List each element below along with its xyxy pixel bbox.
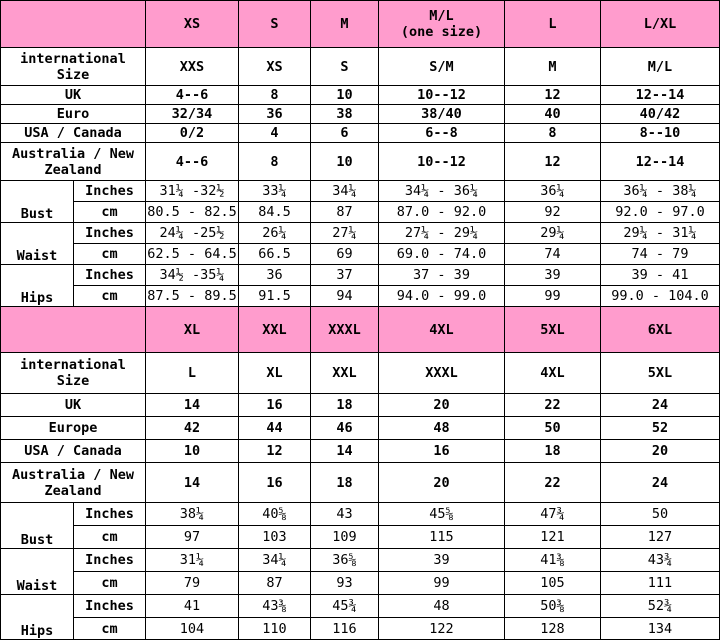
t2-bust-inches-label: Inches [74,503,146,526]
t2-waist-label: Waist [1,549,74,595]
t2-usa-cell: 20 [601,440,720,463]
t2-bust-label: Bust [1,503,74,549]
t2-bust-inches-cell: 47¾ [505,503,601,526]
t2-intl-cell: L [146,353,239,394]
t1-bust-label: Bust [1,181,74,223]
t1-waist-inches-cell: 26¼ [239,223,311,244]
t1-aus-label-line1: Australia / New [12,145,134,162]
t1-hips-inches-cell: 39 [505,265,601,286]
t1-header-ml [379,1,505,48]
t1-waist-cm-cell: 62.5 - 64.5 [146,244,239,265]
t1-euro-cell: 36 [239,105,311,124]
t2-hips-cm-cell: 110 [239,618,311,640]
t1-header-row [1,1,720,48]
t2-header-4xl: 4XL [379,307,505,353]
t1-intl-cell: S/M [379,48,505,86]
t1-uk-cell: 8 [239,86,311,105]
t1-waist-cm-cell: 69.0 - 74.0 [379,244,505,265]
t1-intl-label-line2: Size [56,66,90,83]
t2-header-row [1,307,720,353]
t1-usa-cell: 4 [239,124,311,143]
t1-waist-cm-cell: 66.5 [239,244,311,265]
t1-waist-cm-cell: 69 [311,244,379,265]
t1-hips-cm-cell: 94 [311,286,379,307]
t2-bust-inches-row [1,503,720,526]
t2-waist-cm-cell: 105 [505,572,601,595]
t2-header-xxl: XXL [239,307,311,353]
t2-bust-cm-cell: 127 [601,526,720,549]
t1-aus-label-line2: Zealand [44,161,102,178]
t1-uk-cell: 10 [311,86,379,105]
t1-intl-label-line1: international [20,50,126,67]
t1-hips-label: Hips [1,265,74,307]
t2-hips-inches-cell: 48 [379,595,505,618]
t2-aus-cell: 16 [239,463,311,503]
t2-waist-cm-cell: 111 [601,572,720,595]
t2-aus-cell: 24 [601,463,720,503]
t1-euro-row [1,105,720,124]
t1-bust-inches-cell: 36¼ - 38¼ [601,181,720,202]
t1-bust-inches-cell: 33¼ [239,181,311,202]
t1-waist-inches-cell: 27¼ - 29¼ [379,223,505,244]
t2-euro-cell: 44 [239,417,311,440]
t1-waist-inches-cell: 24¼ -25½ [146,223,239,244]
t1-waist-inches-cell: 27¼ [311,223,379,244]
t2-aus-cell: 18 [311,463,379,503]
t2-waist-inches-row [1,549,720,572]
t1-hips-cm-cell: 99.0 - 104.0 [601,286,720,307]
t1-bust-inches-cell: 34¼ - 36¼ [379,181,505,202]
t2-hips-cm-cell: 134 [601,618,720,640]
t1-hips-inches-cell: 37 - 39 [379,265,505,286]
t2-usa-cell: 18 [505,440,601,463]
t2-aus-cell: 20 [379,463,505,503]
t1-waist-label: Waist [1,223,74,265]
t2-aus-cell: 14 [146,463,239,503]
t1-bust-inches-cell: 36¼ [505,181,601,202]
t1-waist-inches-row [1,223,720,244]
t2-header-blank [1,307,146,353]
t1-bust-inches-cell: 34¼ [311,181,379,202]
t2-bust-cm-cell: 109 [311,526,379,549]
t1-aus-row [1,143,720,181]
t1-usa-cell: 0/2 [146,124,239,143]
t2-bust-cm-cell: 103 [239,526,311,549]
t2-hips-cm-label: cm [74,618,146,640]
t2-bust-cm-label: cm [74,526,146,549]
t1-aus-cell: 4--6 [146,143,239,181]
t2-hips-inches-row [1,595,720,618]
t1-hips-cm-cell: 87.5 - 89.5 [146,286,239,307]
t1-hips-inches-cell: 36 [239,265,311,286]
t1-aus-cell: 12 [505,143,601,181]
t1-header-l: L [505,1,601,48]
t2-aus-label [1,463,146,503]
t1-aus-cell: 8 [239,143,311,181]
t2-hips-inches-cell: 43⅜ [239,595,311,618]
t1-bust-cm-row [1,202,720,223]
t1-bust-cm-cell: 87 [311,202,379,223]
t2-usa-cell: 12 [239,440,311,463]
t1-euro-cell: 40/42 [601,105,720,124]
t2-intl-cell: XL [239,353,311,394]
t1-waist-cm-label: cm [74,244,146,265]
t2-bust-inches-cell: 50 [601,503,720,526]
t2-uk-cell: 14 [146,394,239,417]
t1-waist-inches-label: Inches [74,223,146,244]
t1-waist-inches-cell: 29¼ - 31¼ [601,223,720,244]
t1-euro-cell: 38/40 [379,105,505,124]
t1-hips-cm-row [1,286,720,307]
t1-hips-inches-row [1,265,720,286]
t2-intl-cell: 5XL [601,353,720,394]
t1-bust-cm-cell: 80.5 - 82.5 [146,202,239,223]
t2-bust-cm-row [1,526,720,549]
t2-hips-cm-cell: 122 [379,618,505,640]
t1-usa-row [1,124,720,143]
t2-intl-label-line1: international [20,357,126,373]
t2-waist-cm-cell: 79 [146,572,239,595]
t2-hips-inches-cell: 45¾ [311,595,379,618]
t1-bust-cm-cell: 92 [505,202,601,223]
t2-waist-inches-cell: 34¼ [239,549,311,572]
t2-aus-label-line2: Zealand [44,482,102,499]
t1-hips-cm-label: cm [74,286,146,307]
t2-uk-cell: 22 [505,394,601,417]
t1-bust-inches-label: Inches [74,181,146,202]
t1-usa-cell: 8 [505,124,601,143]
t2-header-xxxl: XXXL [311,307,379,353]
t1-euro-cell: 32/34 [146,105,239,124]
t1-waist-cm-cell: 74 - 79 [601,244,720,265]
t2-hips-label: Hips [1,595,74,640]
t1-waist-cm-row [1,244,720,265]
t2-euro-cell: 50 [505,417,601,440]
t2-usa-row [1,440,720,463]
t2-bust-cm-cell: 97 [146,526,239,549]
t1-aus-cell: 10--12 [379,143,505,181]
t2-euro-cell: 52 [601,417,720,440]
t2-intl-cell: 4XL [505,353,601,394]
t2-waist-inches-cell: 39 [379,549,505,572]
t2-uk-cell: 24 [601,394,720,417]
t2-uk-cell: 16 [239,394,311,417]
t2-hips-inches-label: Inches [74,595,146,618]
t1-bust-inches-cell: 31¼ -32½ [146,181,239,202]
t2-waist-cm-label: cm [74,572,146,595]
t2-hips-inches-cell: 50⅜ [505,595,601,618]
t2-aus-cell: 22 [505,463,601,503]
t1-hips-cm-cell: 99 [505,286,601,307]
t1-hips-inches-cell: 39 - 41 [601,265,720,286]
t2-bust-inches-cell: 45⅝ [379,503,505,526]
t1-header-s: S [239,1,311,48]
t2-uk-row [1,394,720,417]
t1-header-blank [1,1,146,48]
t2-header-xl: XL [146,307,239,353]
t2-usa-label: USA / Canada [1,440,146,463]
t2-euro-cell: 46 [311,417,379,440]
t1-bust-cm-cell: 87.0 - 92.0 [379,202,505,223]
t2-uk-cell: 20 [379,394,505,417]
t2-euro-row [1,417,720,440]
t1-header-m: M [311,1,379,48]
t1-intl-cell: XS [239,48,311,86]
t1-intl-label [1,48,146,86]
t1-hips-inches-label: Inches [74,265,146,286]
t2-waist-inches-label: Inches [74,549,146,572]
t2-aus-label-line1: Australia / New [12,466,134,483]
t2-waist-cm-row [1,572,720,595]
t1-intl-cell: XXS [146,48,239,86]
t2-hips-inches-cell: 52¾ [601,595,720,618]
t2-header-6xl: 6XL [601,307,720,353]
t1-usa-cell: 6--8 [379,124,505,143]
t2-euro-cell: 48 [379,417,505,440]
t2-usa-cell: 16 [379,440,505,463]
t2-usa-cell: 10 [146,440,239,463]
t1-uk-cell: 4--6 [146,86,239,105]
t1-usa-label: USA / Canada [1,124,146,143]
t2-hips-cm-cell: 116 [311,618,379,640]
t2-intl-cell: XXXL [379,353,505,394]
t2-hips-inches-cell: 41 [146,595,239,618]
t1-aus-cell: 10 [311,143,379,181]
t1-euro-cell: 40 [505,105,601,124]
t1-waist-inches-cell: 29¼ [505,223,601,244]
t2-hips-cm-row [1,618,720,640]
t1-bust-cm-label: cm [74,202,146,223]
t2-aus-row [1,463,720,503]
t1-aus-label [1,143,146,181]
t1-hips-cm-cell: 91.5 [239,286,311,307]
t1-usa-cell: 8--10 [601,124,720,143]
t1-bust-cm-cell: 84.5 [239,202,311,223]
t1-bust-inches-row [1,181,720,202]
t1-bust-cm-cell: 92.0 - 97.0 [601,202,720,223]
t2-waist-cm-cell: 99 [379,572,505,595]
t2-intl-label-line2: Size [56,373,90,389]
t2-uk-cell: 18 [311,394,379,417]
t2-header-5xl: 5XL [505,307,601,353]
t2-intl-label [1,353,146,394]
t1-euro-label: Euro [1,105,146,124]
t1-intl-cell: S [311,48,379,86]
t2-intl-row [1,353,720,394]
t1-euro-cell: 38 [311,105,379,124]
t2-hips-cm-cell: 104 [146,618,239,640]
t2-bust-cm-cell: 121 [505,526,601,549]
t2-bust-cm-cell: 115 [379,526,505,549]
t2-bust-inches-cell: 43 [311,503,379,526]
t2-euro-label: Europe [1,417,146,440]
t1-hips-inches-cell: 37 [311,265,379,286]
t1-aus-cell: 12--14 [601,143,720,181]
t2-uk-label: UK [1,394,146,417]
t2-hips-cm-cell: 128 [505,618,601,640]
t1-hips-inches-cell: 34½ -35¼ [146,265,239,286]
t1-header-lxl: L/XL [601,1,720,48]
t2-waist-inches-cell: 36⅝ [311,549,379,572]
t1-hips-cm-cell: 94.0 - 99.0 [379,286,505,307]
t1-uk-label: UK [1,86,146,105]
t1-uk-cell: 12 [505,86,601,105]
t2-waist-inches-cell: 31¼ [146,549,239,572]
t2-intl-cell: XXL [311,353,379,394]
t1-uk-row [1,86,720,105]
t1-intl-cell: M/L [601,48,720,86]
t1-header-ml-line1: M/L [429,8,454,24]
t2-waist-cm-cell: 87 [239,572,311,595]
t1-intl-cell: M [505,48,601,86]
t2-waist-cm-cell: 93 [311,572,379,595]
t1-header-xs: XS [146,1,239,48]
t2-bust-inches-cell: 40⅝ [239,503,311,526]
t1-usa-cell: 6 [311,124,379,143]
t2-waist-inches-cell: 41⅜ [505,549,601,572]
t1-waist-cm-cell: 74 [505,244,601,265]
t2-euro-cell: 42 [146,417,239,440]
t1-uk-cell: 10--12 [379,86,505,105]
t1-header-ml-line2: (one size) [400,24,483,40]
t1-uk-cell: 12--14 [601,86,720,105]
t1-intl-row [1,48,720,86]
t2-usa-cell: 14 [311,440,379,463]
t2-bust-inches-cell: 38¼ [146,503,239,526]
t2-waist-inches-cell: 43¾ [601,549,720,572]
